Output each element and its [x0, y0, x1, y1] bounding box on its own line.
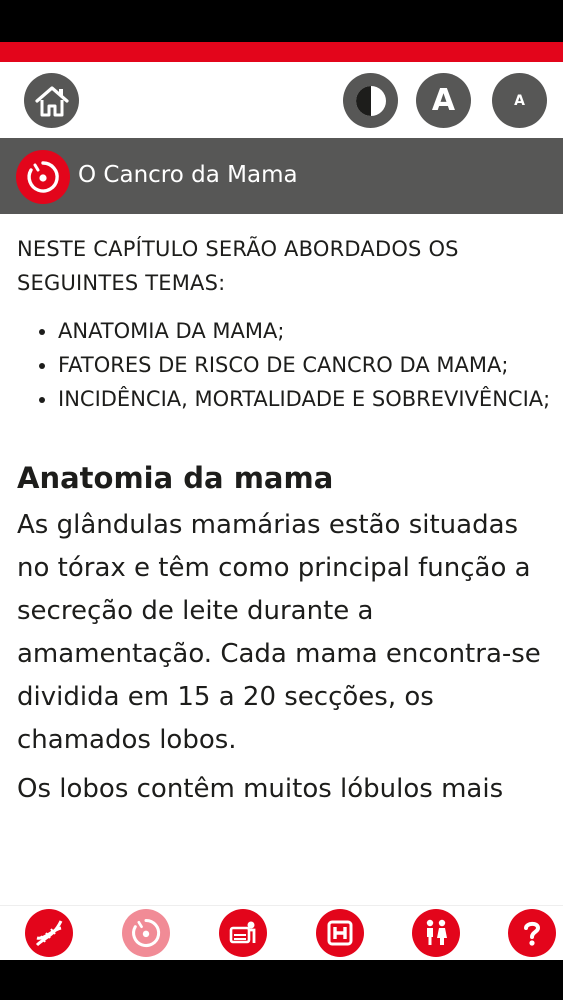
breast-ribbon-icon [129, 916, 163, 950]
list-item: • ANATOMIA DA MAMA; [58, 314, 552, 348]
intro-text: NESTE CAPÍTULO SERÃO ABORDADOS OS SEGUINTES TEMAS: [17, 237, 459, 295]
chapter-header [0, 138, 563, 214]
nav-treatment-button[interactable] [219, 909, 267, 957]
contrast-button[interactable] [343, 73, 398, 128]
brand-strip [0, 42, 563, 62]
home-button[interactable] [24, 73, 79, 128]
paragraph: Os lobos contêm muitos lóbulos mais [17, 774, 504, 804]
font-increase-button[interactable]: A [416, 73, 471, 128]
font-decrease-button[interactable]: A [492, 73, 547, 128]
hospital-icon [323, 916, 357, 950]
system-nav-bar [0, 960, 563, 1000]
paragraph: As glândulas mamárias estão situadas no tórax e têm como principal função a secreção de leite durante a amamentação. Cada mama encontra-se dividida em 15 a 20 secções, os chamados lobos. [17, 510, 541, 755]
list-item: • INCIDÊNCIA, MORTALIDADE E SOBREVIVÊNCIA; [58, 382, 552, 416]
family-icon [419, 916, 453, 950]
section-title: Anatomia da mama [17, 461, 334, 495]
list-item: • FATORES DE RISCO DE CANCRO DA MAMA; [58, 348, 552, 382]
nav-breast-cancer-button[interactable] [122, 909, 170, 957]
nav-genetics-button[interactable] [25, 909, 73, 957]
toolbar [0, 62, 563, 138]
nav-hospital-button[interactable] [316, 909, 364, 957]
nav-family-button[interactable] [412, 909, 460, 957]
status-bar [0, 0, 563, 42]
help-icon [515, 916, 549, 950]
treatment-icon [226, 916, 260, 950]
breast-ribbon-icon [16, 150, 70, 204]
chapter-title: O Cancro da Mama [78, 162, 298, 188]
topics-list [17, 314, 552, 416]
contrast-icon [353, 83, 389, 119]
home-icon [34, 84, 70, 118]
nav-help-button[interactable] [508, 909, 556, 957]
chapter-content [17, 232, 552, 904]
bottom-nav [0, 905, 563, 961]
dna-icon [32, 916, 66, 950]
